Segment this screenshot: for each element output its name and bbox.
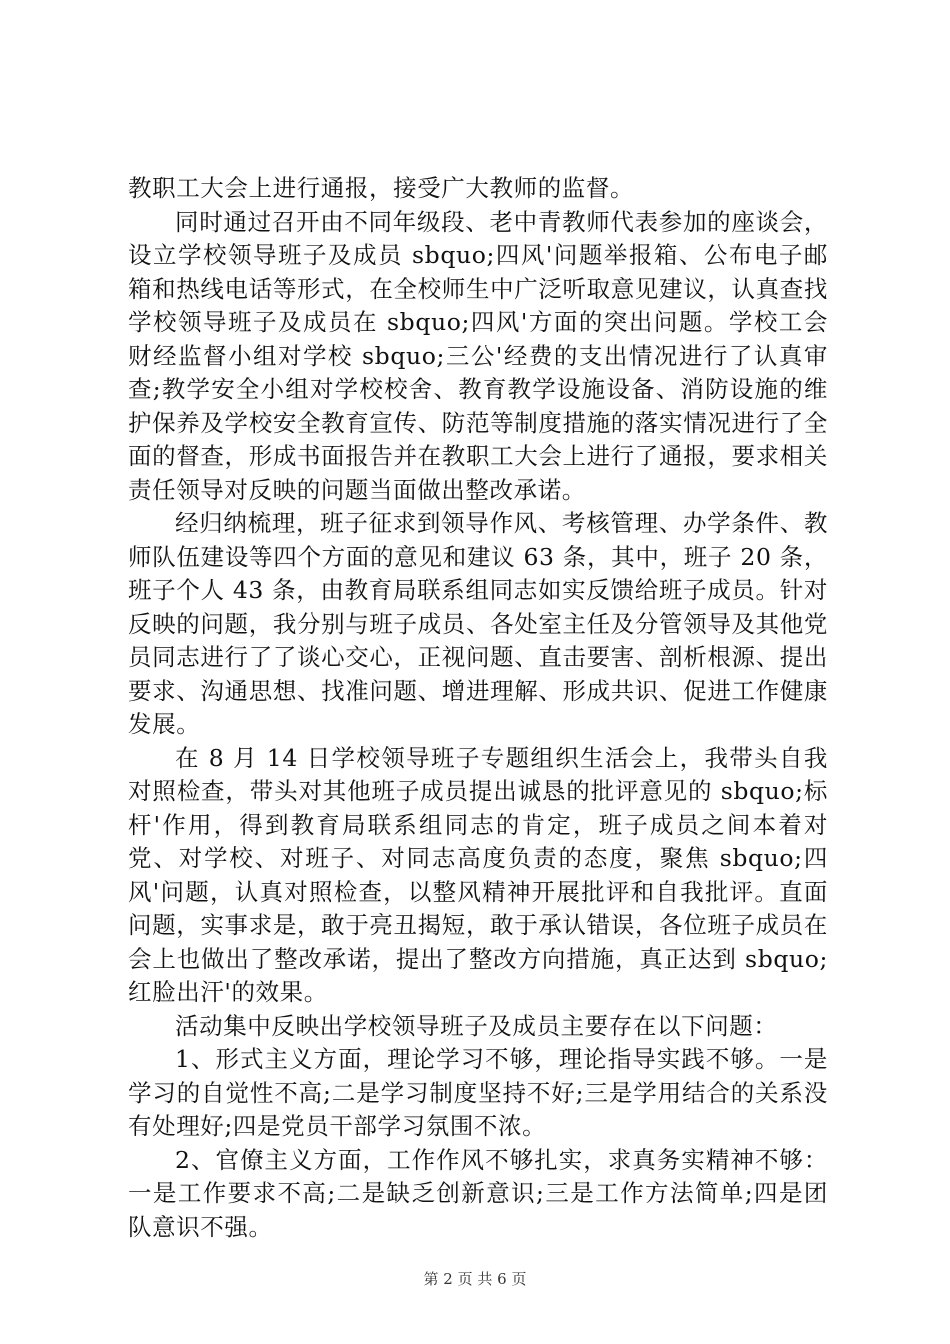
paragraph-summary-opinions: 经归纳梳理，班子征求到领导作风、考核管理、办学条件、教师队伍建设等四个方面的意见和建议 63 条，其中，班子 20 条，班子个人 43 条，由教育局联系组同志如实反馈给班子成员。针对反映的问题，我分别与班子成员、各处室主任及分管领导及其他党员同志进行了了谈心交心，正视问题、直击要害、剖析根源、提出要求、沟通思想、找准问题、增进理解、形成共识、促进工作健康发展。 <box>128 509 828 738</box>
paragraph-formalism: 1、形式主义方面，理论学习不够，理论指导实践不够。一是学习的自觉性不高;二是学习制度坚持不好;三是学用结合的关系没有处理好;四是党员干部学习氛围不浓。 <box>128 1045 828 1140</box>
page-number-footer: 第 2 页 共 6 页 <box>423 1270 527 1288</box>
paragraph-feedback-channels: 同时通过召开由不同年级段、老中青教师代表参加的座谈会，设立学校领导班子及成员 sbquo;四风'问题举报箱、公布电子邮箱和热线电话等形式，在全校师生中广泛听取意见建议，认真查找学校领导班子及成员在 sbquo;四风'方面的突出问题。学校工会财经监督小组对学校 sbquo;三公'经费的支出情况进行了认真审查;教学安全小组对学校校舍、教育教学设施设备、消防设施的维护保养及学校安全教育宣传、防范等制度措施的落实情况进行了全面的督查，形成书面报告并在教职工大会上进行了通报，要求相关责任领导对反映的问题当面做出整改承诺。 <box>128 207 828 504</box>
paragraph-continuation: 教职工大会上进行通报，接受广大教师的监督。 <box>128 174 635 202</box>
document-body <box>128 172 828 1244</box>
paragraph-problems-intro: 活动集中反映出学校领导班子及成员主要存在以下问题： <box>175 1011 778 1040</box>
paragraph-bureaucratism: 2、官僚主义方面，工作作风不够扎实，求真务实精神不够：一是工作要求不高;二是缺乏创新意识;三是工作方法简单;四是团队意识不强。 <box>128 1145 828 1241</box>
paragraph-life-meeting: 在 8 月 14 日学校领导班子专题组织生活会上，我带头自我对照检查，带头对其他班子成员提出诚恳的批评意见的 sbquo;标杆'作用，得到教育局联系组同志的肯定，班子成员之间本着对党、对学校、对班子、对同志高度负责的态度，聚焦 sbquo;四风'问题，认真对照检查，以整风精神开展批评和自我批评。直面问题，实事求是，敢于亮丑揭短，敢于承认错误，各位班子成员在会上也做出了整改承诺，提出了整改方向措施，真正达到 sbquo;红脸出汗'的效果。 <box>128 743 828 1006</box>
